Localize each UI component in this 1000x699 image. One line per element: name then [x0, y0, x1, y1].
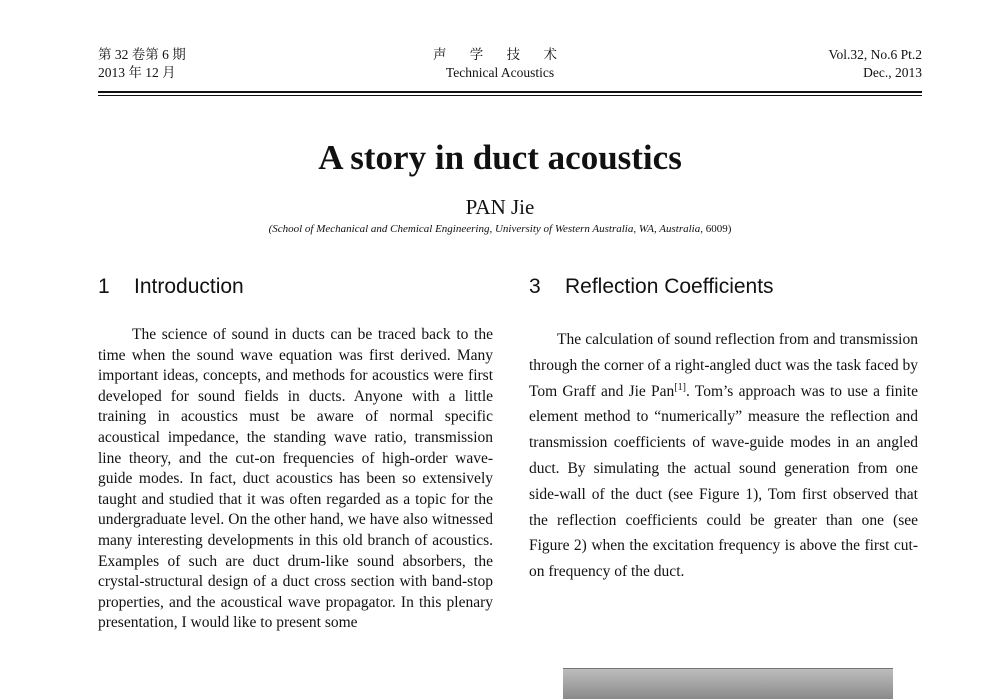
left-column	[98, 325, 493, 634]
reflection-paragraph	[529, 327, 918, 585]
section-title: Introduction	[134, 275, 244, 298]
section-heading-introduction	[98, 274, 244, 300]
section-title: Reflection Coefficients	[565, 275, 774, 298]
issue-date-cn: 2013 年 12 月	[98, 65, 176, 80]
right-column	[529, 327, 918, 585]
header-rule-thick	[98, 91, 922, 93]
paragraph-text-part2: . Tom’s approach was to use a finite element method to “numerically” measure the reflection and transmission coefficients of wave-guide modes in an angled duct. By simulating the actual sound generation from one side-wall of the duct (see Figure 1), Tom first observed that the reflection coefficients could be greater than one (see Figure 2) when the excitation frequency is above the first cut-on frequency of the duct.	[529, 382, 918, 581]
paragraph-text-part1: The calculation of sound reflection from and transmission through the corner of a right-angled duct was the task faced by Tom Graff and Jie Pan	[529, 331, 918, 400]
author-affiliation	[0, 222, 1000, 236]
author-name: PAN Jie	[465, 195, 535, 219]
section-number: 1	[98, 275, 110, 298]
journal-issue-info	[98, 46, 186, 82]
section-number: 3	[529, 275, 541, 298]
affiliation-text: (School of Mechanical and Chemical Engineering, University of Western Australia, WA, Australia,	[268, 223, 703, 235]
citation-reference[interactable]: [1]	[674, 381, 686, 393]
volume-number-en: Vol.32, No.6 Pt.2	[828, 47, 922, 62]
journal-volume-en	[828, 46, 922, 82]
section-heading-reflection	[529, 274, 774, 300]
issue-date-en: Dec., 2013	[863, 65, 922, 80]
journal-name-en: Technical Acoustics	[445, 65, 555, 80]
affiliation-postcode: 6009)	[705, 223, 732, 235]
volume-issue: 第 32 卷第 6 期	[98, 47, 186, 62]
journal-name	[380, 46, 620, 82]
journal-name-cn: 声 学 技 术	[432, 47, 568, 62]
introduction-paragraph: The science of sound in ducts can be traced back to the time when the sound wave equation was first derived. Many important ideas, concepts, and methods for acoustics were first developed for sound fields in ducts. Anyone with a little training in acoustics must be aware of normal specific acoustical impedance, the standing wave ratio, transmission line theory, and the cut-on frequencies of high-order wave-guide modes. In fact, duct acoustics has been so extensively taught and studied that it was often regarded as a topic for the undergraduate level. On the other hand, we have also witnessed many interesting developments in this old branch of acoustics. Examples of such are duct drum-like sound absorbers, the crystal-structural design of a duct cross section with band-stop properties, and the acoustical wave propagator. In this plenary presentation, I would like to present some	[98, 326, 493, 632]
header-rule-thin	[98, 95, 922, 96]
paper-title: A story in duct acoustics	[318, 138, 682, 177]
